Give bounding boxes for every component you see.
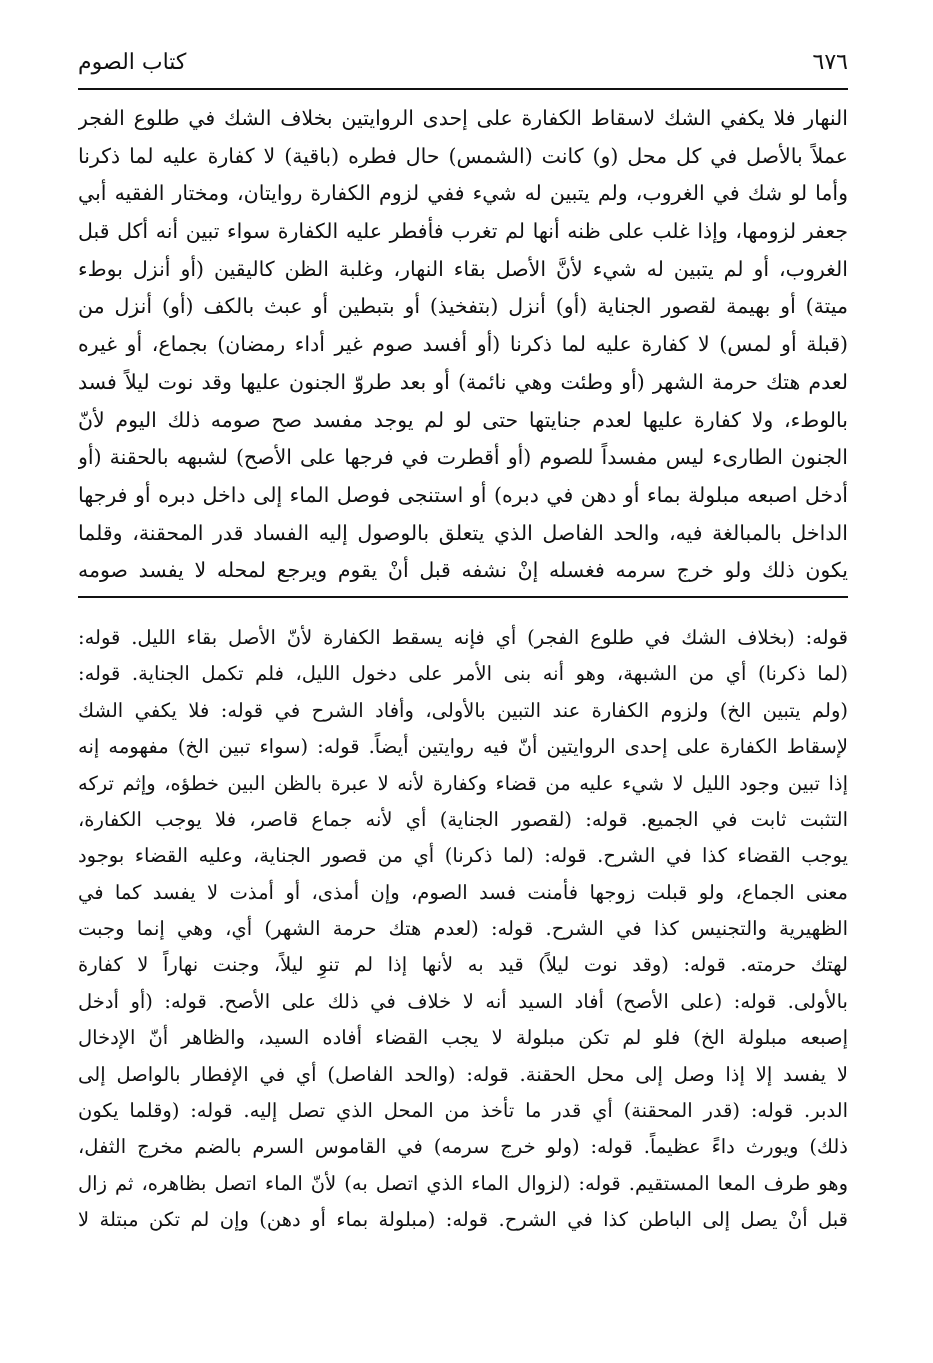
main-text-line: الداخل بالمبالغة فيه، والحد الفاصل الذي يتعلق بالوصول إليه الفساد قدر المحقنة، وقلما (78, 520, 848, 545)
commentary-line: قبل أنْ يصل إلى الباطن كذا في الشرح. قوله: (مبلولة بماء أو دهن) وإن لم تكن مبتلة لا (78, 1208, 848, 1232)
main-text-line: النهار فلا يكفي الشك لاسقاط الكفارة على إحدى الروايتين بخلاف الشك في طلوع الفجر (78, 106, 848, 130)
main-text-line: جعفر لزومها، وإذا غلب على ظنه أنها لم تغرب فأفطر عليه الكفارة سواء تبين أنه أكل قبل (78, 219, 848, 244)
commentary-text (78, 598, 848, 1239)
book-title: كتاب الصوم (78, 50, 187, 75)
commentary-line: الظهيرية والتجنيس كذا في الشرح. قوله: (لعدم هتك حرمة الشهر) أي، وهي إنما وجبت (78, 917, 848, 941)
commentary-line: يوجب القضاء كذا في الشرح. قوله: (لما ذكرنا) أي من قصور الجناية، وعليه القضاء بوجود (78, 844, 848, 868)
main-text-line: لعدم هتك حرمة الشهر (أو وطئت وهي نائمة) أو بعد طروّ الجنون عليها وقد نوت ليلاً فسد (78, 369, 848, 394)
main-text-line: (قبلة أو لمس) لا كفارة عليه لما ذكرنا (أو أفسد صوم غير أداء رمضان) بجماع، أو غيره (78, 332, 848, 357)
main-text-line: وأما لو شك في الغروب، ولم يتبين له شيء ففي لزوم الكفارة روايتان، ومختار الفقيه أبي (78, 181, 848, 206)
commentary-line: ذلك) ويورث داءً عظيماً. قوله: (ولو خرج سرمه) في القاموس السرم بالضم مخرج الثفل، (78, 1135, 848, 1159)
commentary-line: معنى الجماع، ولو قبلت زوجها فأمنت فسد الصوم، وإن أمذى، أو أمذت لا يفسد كما في (78, 880, 848, 904)
commentary-line: لا يفسد إلا إذا وصل إلى محل الحقنة. قوله: (والحد الفاصل) أي في الإفطار بالواصل إلى (78, 1062, 848, 1086)
commentary-line: إذا تبين وجود الليل لا شيء عليه من قضاء وكفارة لأنه لا عبرة بالظن البين خطؤه، وإثم تركه (78, 771, 848, 795)
commentary-line: قوله: (بخلاف الشك في طلوع الفجر) أي فإنه يسقط الكفارة لأنّ الأصل بقاء الليل. قوله: (78, 625, 848, 649)
commentary-line: الدبر. قوله: (قدر المحقنة) أي قدر ما تأخذ من المحل الذي تصل إليه. قوله: (وقلما يكون (78, 1099, 848, 1123)
main-text-line: الجنون الطارىء ليس مفسداً للصوم (أو أقطرت في فرجها على الأصح) لشبهه بالحقنة (أو (78, 445, 848, 470)
commentary-line: التثبت ثابت في الجميع. قوله: (لقصور الجناية) أي لأنه جماع قاصر، فلا يوجب الكفارة، (78, 807, 848, 831)
commentary-line: بالأولى. قوله: (على الأصح) أفاد السيد أنه لا خلاف في ذلك على الأصح. قوله: (أو أدخل (78, 989, 848, 1013)
commentary-line: وهو طرف المعا المستقيم. قوله: (لزوال الماء الذي اتصل به) لأنّ الماء اتصل بظاهره، ثم زال (78, 1171, 848, 1195)
commentary-line: لهتك حرمته. قوله: (وقد نوت ليلاً) قيد به لأنها إذا لم تنوِ ليلاً، وجنت نهاراً لا كفارة (78, 953, 848, 977)
commentary-line: لإسقاط الكفارة على إحدى الروايتين أنّ فيه روايتين أيضاً. قوله: (سواء تبين الخ) مفهومه إنه (78, 735, 848, 759)
main-text-line: عملاً بالأصل في كل محل (و) كانت (الشمس) حال فطره (باقية) لا كفارة عليه لما ذكرنا (78, 143, 848, 168)
main-text-line: يكون ذلك ولو خرج سرمه فغسله إنْ نشفه قبل أنْ يقوم ويرجع لمحله لا يفسد صومه (78, 558, 848, 583)
running-header (78, 46, 848, 90)
commentary-line: إصبعه مبلولة الخ) فلو لم تكن مبلولة لا يجب القضاء أفاده السيد، والظاهر أنّ الإدخال (78, 1026, 848, 1050)
book-page (78, 46, 848, 1239)
main-text-line: الغروب، أو لم يتبين له شيء لأنَّ الأصل بقاء النهار، وغلبة الظن كاليقين (أو أنزل بوطء (78, 256, 848, 281)
commentary-line: (لما ذكرنا) أي من الشبهة، وهو أنه بنى الأمر على دخول الليل، فلم تكمل الجناية. قوله: (78, 662, 848, 686)
main-text-line: بالوطء، ولا كفارة عليها لعدم جنايتها حتى لو لم يوجد مفسد صح صومه ذلك اليوم لأنّ (78, 407, 848, 432)
commentary-line: (ولم يتبين الخ) ولزوم الكفارة عند التبين بالأولى، وأفاد الشرح في قوله: فلا يكفي الشك (78, 698, 848, 722)
page-number: ٦٧٦ (812, 50, 848, 75)
main-text-line: أدخل اصبعه مبلولة بماء أو دهن في دبره) أو استنجى فوصل الماء إلى داخل دبره أو فرجها (78, 482, 848, 507)
main-text (78, 90, 848, 590)
main-text-line: ميتة) أو بهيمة لقصور الجناية (أو) أنزل (بتفخيذ) أو بتبطين أو عبث بالكف (أو) أنزل من (78, 294, 848, 319)
